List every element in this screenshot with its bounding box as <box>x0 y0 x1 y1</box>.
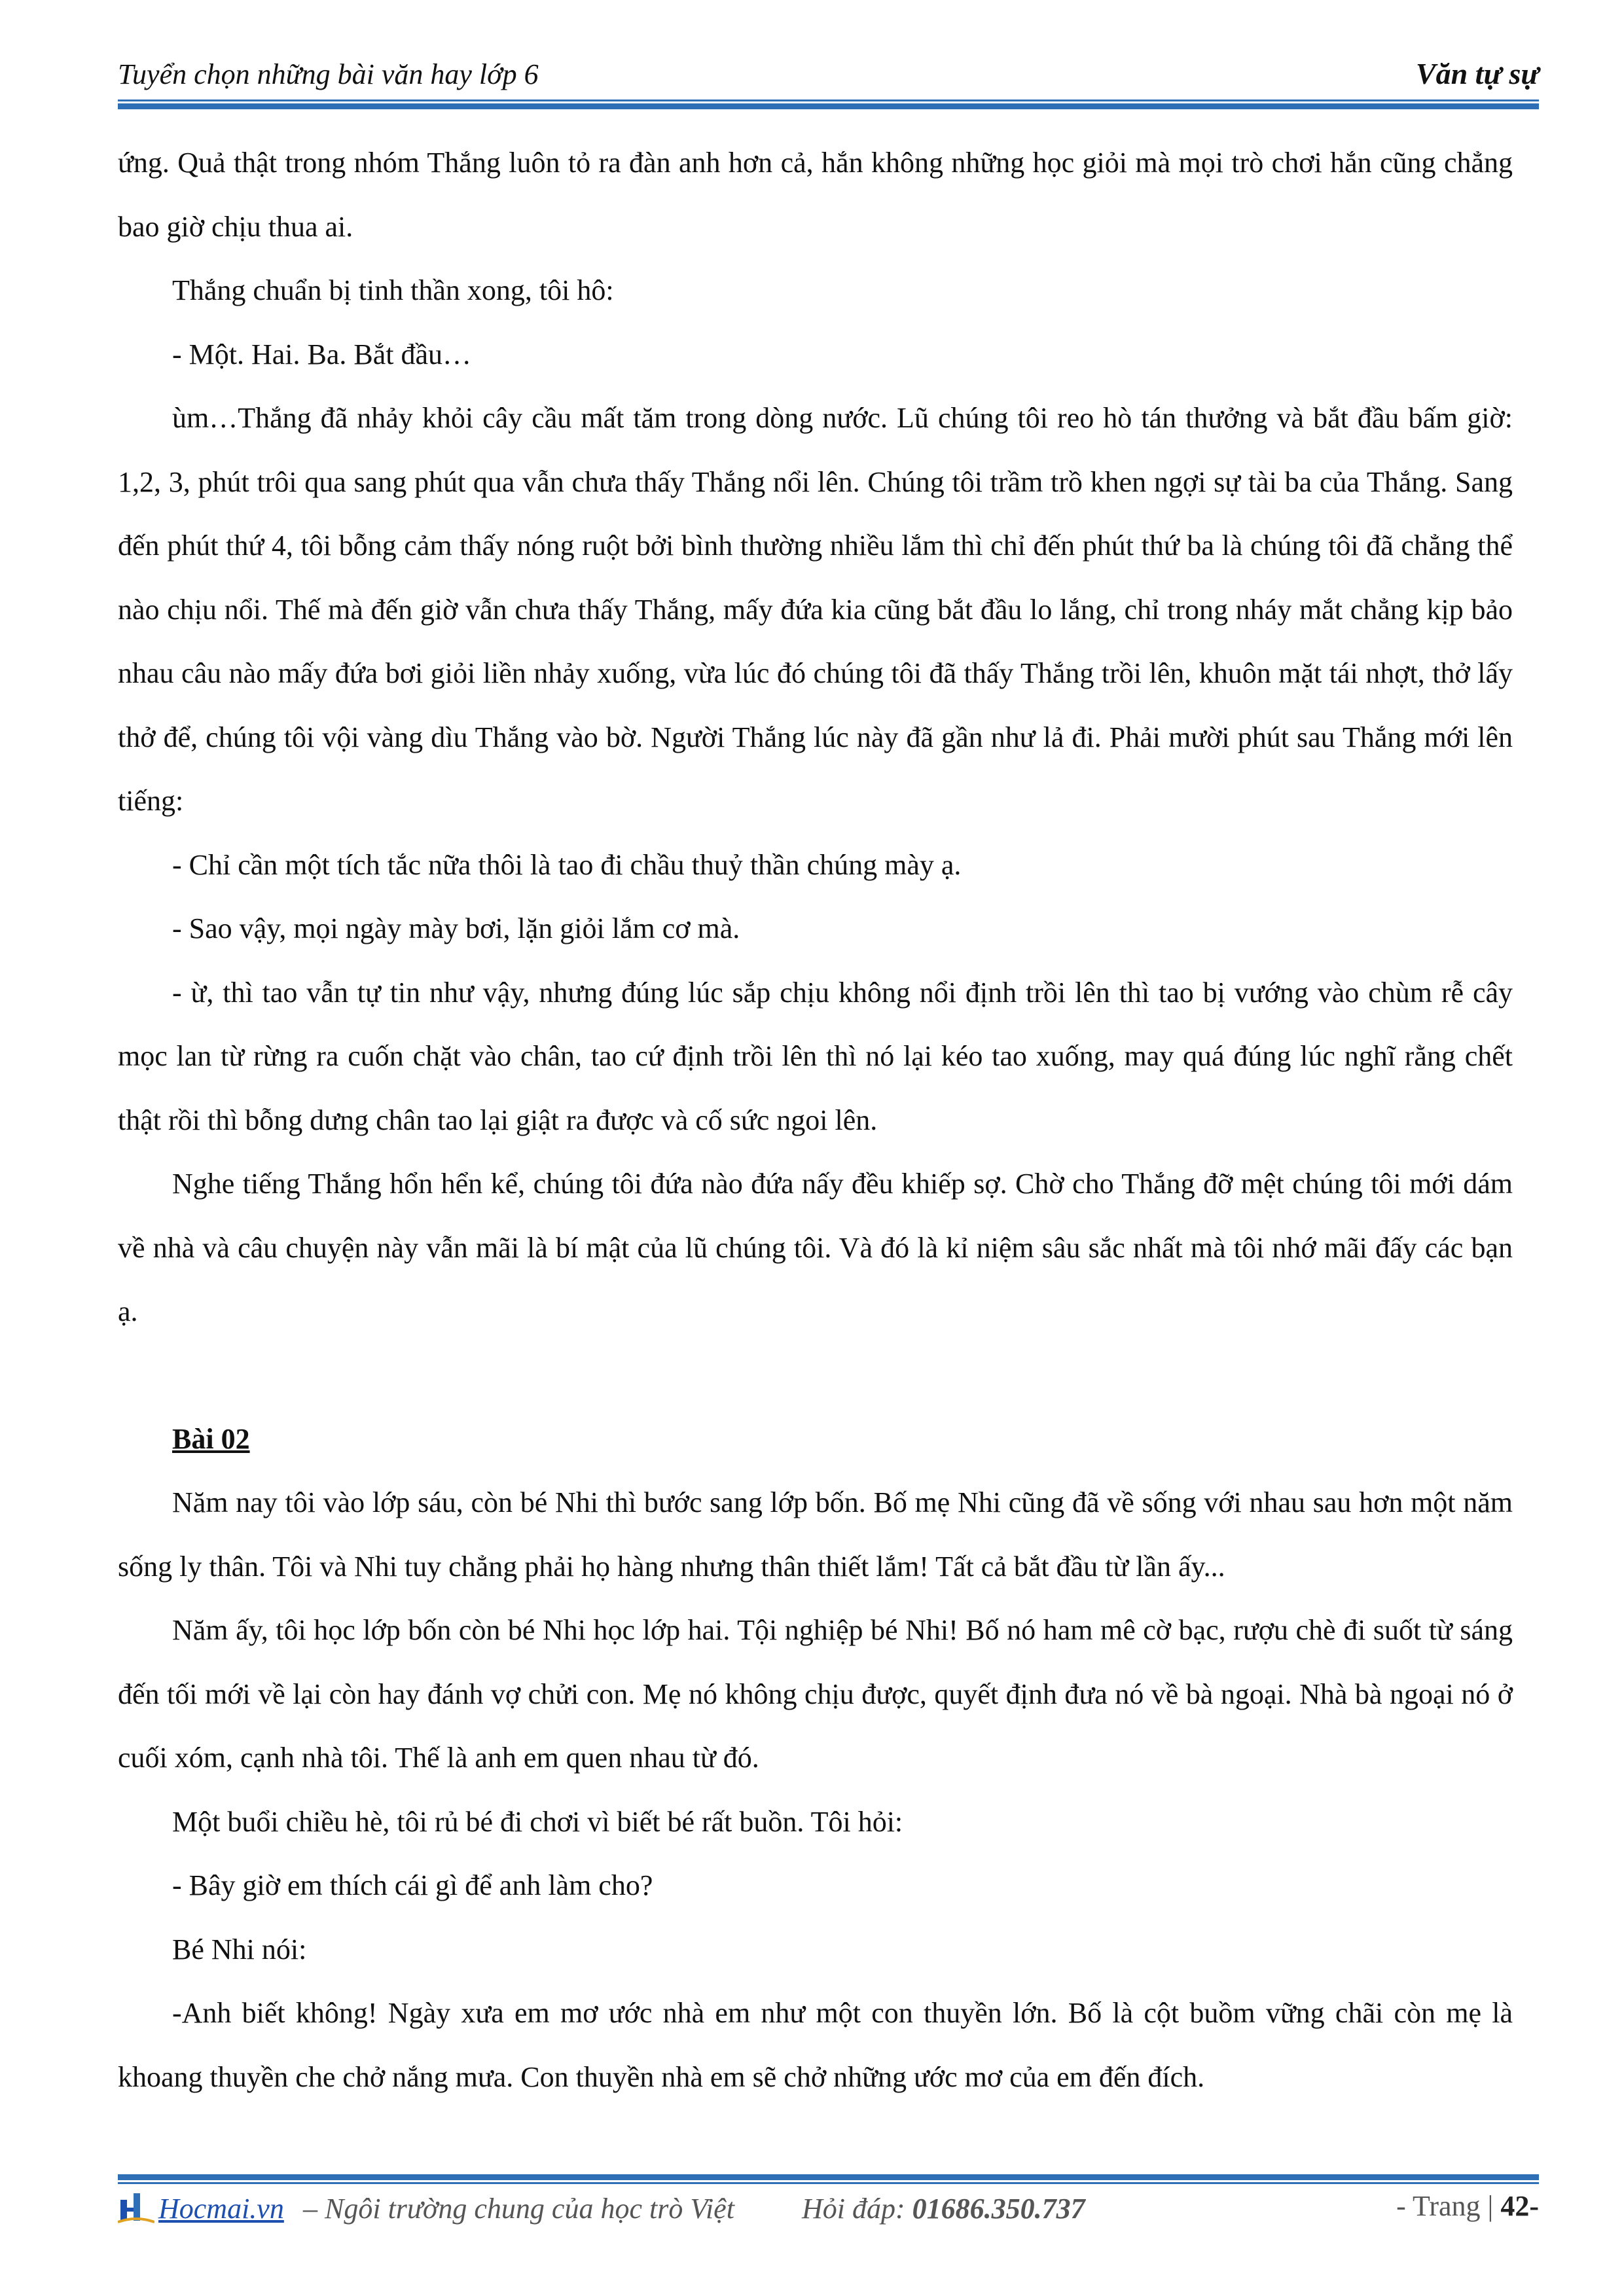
paragraph: ứng. Quả thật trong nhóm Thắng luôn tỏ ra đàn anh hơn cả, hắn không những học giỏi mà mọi trò chơi hắn cũng chẳng bao giờ chịu thua ai. <box>118 147 1513 243</box>
footer-rule-thin <box>118 2182 1539 2184</box>
paragraph: -Anh biết không! Ngày xưa em mơ ước nhà em như một con thuyền lớn. Bố là cột buồm vững chãi còn mẹ là khoang thuyền che chở nắng mưa. Con thuyền nhà em sẽ chở những ước mơ của em đến đích. <box>118 1997 1513 2093</box>
hotline-number: 01686.350.737 <box>912 2193 1085 2225</box>
page-prefix: - Trang | <box>1396 2190 1494 2222</box>
header-book-title: Tuyển chọn những bài văn hay lớp 6 <box>118 58 539 90</box>
page-number <box>1396 2189 1539 2223</box>
header-rule-thin <box>118 99 1539 101</box>
footer-rule-thick <box>118 2174 1539 2180</box>
page-header <box>118 46 1539 98</box>
hocmai-logo-icon <box>118 2191 154 2223</box>
page-footer <box>118 2189 1539 2242</box>
hotline-label: Hỏi đáp: <box>802 2193 905 2225</box>
paragraph: - Sao vậy, mọi ngày mày bơi, lặn giỏi lắm cơ mà. <box>172 912 740 944</box>
section-title: Bài 02 <box>172 1422 250 1455</box>
paragraph: - ừ, thì tao vẫn tự tin như vậy, nhưng đúng lúc sắp chịu không nổi định trồi lên thì tao bị vướng vào chùm rễ cây mọc lan từ rừng ra cuốn chặt vào chân, tao cứ định trồi lên thì nó lại kéo tao xuống, may quá đúng lúc nghĩ rằng chết thật rồi thì bỗng dưng chân tao lại giật ra được và cố sức ngoi lên. <box>118 976 1513 1136</box>
header-rule-thick <box>118 103 1539 109</box>
paragraph: Một buổi chiều hè, tôi rủ bé đi chơi vì biết bé rất buồn. Tôi hỏi: <box>172 1805 903 1838</box>
paragraph: - Bây giờ em thích cái gì để anh làm cho? <box>172 1869 653 1901</box>
footer-site-link[interactable]: Hocmai.vn <box>158 2193 284 2225</box>
paragraph: Thắng chuẩn bị tinh thần xong, tôi hô: <box>172 274 614 306</box>
page-content <box>118 131 1513 2109</box>
paragraph: Năm nay tôi vào lớp sáu, còn bé Nhi thì bước sang lớp bốn. Bố mẹ Nhi cũng đã về sống với nhau sau hơn một năm sống ly thân. Tôi và Nhi tuy chẳng phải họ hàng nhưng thân thiết lắm! Tất cả bắt đầu từ lần ấy... <box>118 1486 1513 1583</box>
paragraph: - Một. Hai. Ba. Bắt đầu… <box>172 338 472 370</box>
paragraph: ùm…Thắng đã nhảy khỏi cây cầu mất tăm trong dòng nước. Lũ chúng tôi reo hò tán thưởng và bắt đầu bấm giờ: 1,2, 3, phút trôi qua sang phút qua vẫn chưa thấy Thắng nổi lên. Chúng tôi trầm trồ khen ngợi sự tài ba của Thắng. Sang đến phút thứ 4, tôi bỗng cảm thấy nóng ruột bởi bình thường nhiều lắm thì chỉ đến phút thứ ba là chúng tôi đã chẳng thể nào chịu nổi. Thế mà đến giờ vẫn chưa thấy Thắng, mấy đứa kia cũng bắt đầu lo lắng, chỉ trong nháy mắt chẳng kịp bảo nhau câu nào mấy đứa bơi giỏi liền nhảy xuống, vừa lúc đó chúng tôi đã thấy Thắng trồi lên, khuôn mặt tái nhợt, thở lấy thở để, chúng tôi vội vàng dìu Thắng vào bờ. Người Thắng lúc này đã gần như lả đi. Phải mười phút sau Thắng mới lên tiếng: <box>118 402 1513 817</box>
footer-slogan: – Ngôi trường chung của học trò Việt <box>303 2193 734 2225</box>
paragraph: Năm ấy, tôi học lớp bốn còn bé Nhi học lớp hai. Tội nghiệp bé Nhi! Bố nó ham mê cờ bạc, rượu chè đi suốt từ sáng đến tối mới về lại còn hay đánh vợ chửi con. Mẹ nó không chịu được, quyết định đưa nó về bà ngoại. Nhà bà ngoại nó ở cuối xóm, cạnh nhà tôi. Thế là anh em quen nhau từ đó. <box>118 1614 1513 1774</box>
paragraph: Nghe tiếng Thắng hổn hển kể, chúng tôi đứa nào đứa nấy đều khiếp sợ. Chờ cho Thắng đỡ mệt chúng tôi mới dám về nhà và câu chuyện này vẫn mãi là bí mật của lũ chúng tôi. Và đó là kỉ niệm sâu sắc nhất mà tôi nhớ mãi đấy các bạn ạ. <box>118 1168 1513 1327</box>
header-section-title: Văn tự sự <box>1415 57 1539 90</box>
page-number-value: 42 <box>1500 2190 1530 2222</box>
footer-hotline <box>802 2192 1085 2225</box>
paragraph: - Chỉ cần một tích tắc nữa thôi là tao đi chầu thuỷ thần chúng mày ạ. <box>172 848 962 881</box>
paragraph: Bé Nhi nói: <box>172 1933 307 1965</box>
page-suffix: - <box>1529 2190 1539 2222</box>
